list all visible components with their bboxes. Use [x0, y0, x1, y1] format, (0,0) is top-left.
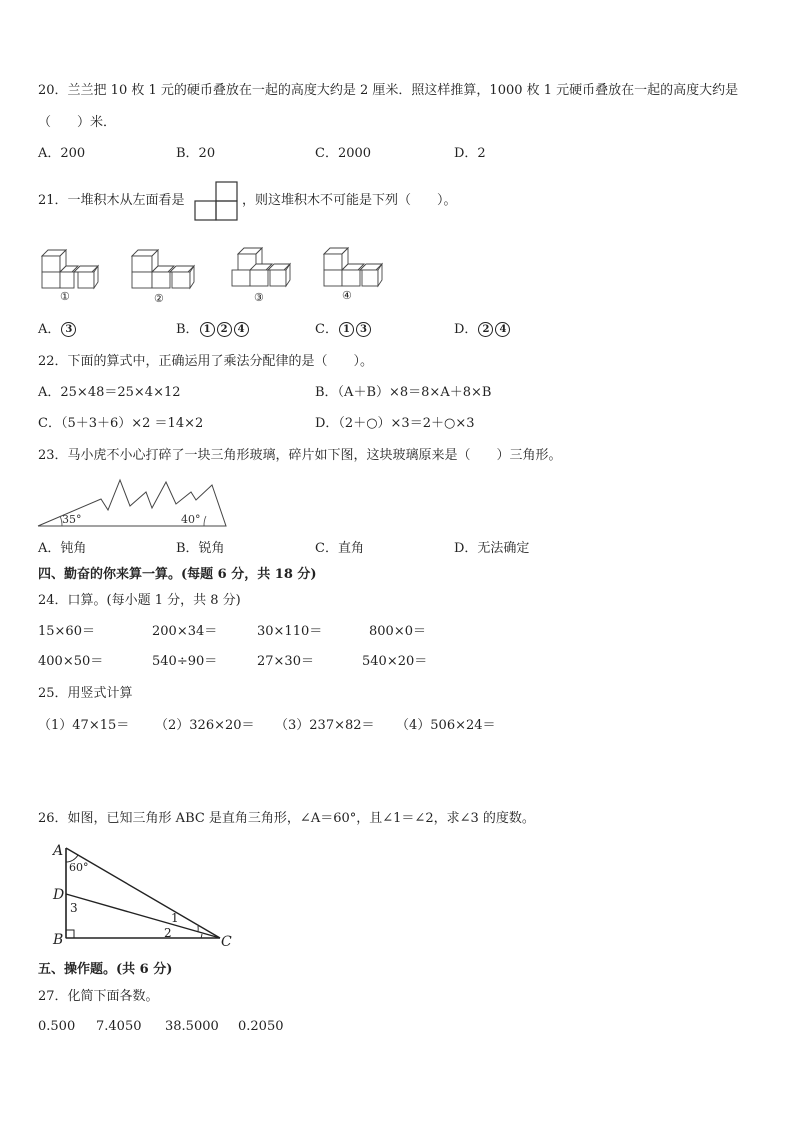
q23-option-b: B．锐角 — [176, 541, 225, 556]
q20-option-a: A．200 — [38, 146, 86, 161]
q22-option-c: C．（5＋3＋6）×2 ＝14×2 — [38, 416, 204, 431]
q21-option-c-letter: C． — [315, 322, 338, 337]
q23-angle-left-label: 35° — [62, 513, 82, 526]
q21-block-figure-3 — [230, 246, 292, 292]
circled-number-mark: 4 — [234, 322, 249, 337]
q20-option-b: B．20 — [176, 146, 216, 161]
q24-item: 800×0＝ — [369, 624, 426, 639]
q20-option-c: C．2000 — [315, 146, 372, 161]
q21-block-figure-2 — [130, 248, 196, 292]
q25-item: （1）47×15＝ — [38, 718, 130, 733]
circled-number-mark: 1 — [339, 322, 354, 337]
q27-stem: 27．化简下面各数。 — [38, 989, 159, 1004]
q21-figure-label-4: ④ — [342, 289, 352, 302]
circled-number-mark: 4 — [495, 322, 510, 337]
q21-stem-prefix: 21．一堆积木从左面看是 — [38, 193, 185, 208]
q23-angle-right-label: 40° — [181, 513, 201, 526]
q24-item: 30×110＝ — [257, 624, 323, 639]
q24-stem: 24．口算。(每小题 1 分，共 8 分) — [38, 593, 241, 608]
q21-figure-label-1: ① — [60, 290, 70, 303]
q27-number: 38.5000 — [165, 1019, 219, 1034]
q25-item: （2）326×20＝ — [155, 718, 255, 733]
q23-option-a: A．钝角 — [38, 541, 87, 556]
q24-item: 540÷90＝ — [152, 654, 218, 669]
angle-60-label: 60° — [69, 861, 89, 874]
angle-1-label: 1 — [171, 911, 179, 925]
q27-number: 7.4050 — [96, 1019, 142, 1034]
q20-stem-line2: （ ）米． — [38, 115, 117, 130]
q21-block-figure-1 — [40, 244, 100, 292]
section-5-heading: 五、操作题。(共 6 分) — [38, 962, 173, 977]
circled-number-mark: 2 — [217, 322, 232, 337]
q20-stem-line1: 20．兰兰把 10 枚 1 元的硬币叠放在一起的高度大约是 2 厘米．照这样推算，1000 枚 1 元硬币叠放在一起的高度大约是 — [38, 83, 739, 98]
q24-item: 400×50＝ — [38, 654, 104, 669]
q21-option-d — [454, 321, 511, 339]
circled-number-mark: 3 — [61, 322, 76, 337]
q21-figure-label-2: ② — [154, 292, 164, 305]
circled-number-mark: 2 — [478, 322, 493, 337]
q22-stem: 22．下面的算式中，正确运用了乘法分配律的是（ ）。 — [38, 354, 374, 369]
q21-option-d-letter: D． — [454, 322, 478, 337]
section-4-heading: 四、勤奋的你来算一算。(每题 6 分，共 18 分) — [38, 567, 317, 582]
q23-option-c: C．直角 — [315, 541, 364, 556]
q24-item: 15×60＝ — [38, 624, 95, 639]
vertex-label-a: A — [53, 843, 64, 859]
q24-item: 27×30＝ — [257, 654, 314, 669]
q21-option-c — [315, 321, 372, 339]
q21-option-a — [38, 321, 77, 339]
angle-2-label: 2 — [164, 926, 172, 940]
q21-block-figure-4 — [322, 246, 384, 292]
q25-item: （3）237×82＝ — [275, 718, 375, 733]
vertex-label-b: B — [53, 932, 64, 948]
q21-option-b-letter: B． — [176, 322, 199, 337]
q22-option-b: B．（A＋B）×8＝8×A＋8×B — [315, 385, 492, 400]
vertex-label-d: D — [53, 887, 65, 903]
q23-option-d: D．无法确定 — [454, 541, 530, 556]
q23-broken-triangle-figure — [36, 478, 228, 528]
q22-option-d: D．（2＋○）×3＝2＋○×3 — [315, 416, 475, 431]
q21-figure-label-3: ③ — [254, 291, 264, 304]
q21-left-view-figure — [194, 180, 240, 222]
q21-option-b — [176, 321, 250, 339]
q26-right-triangle-figure — [50, 840, 240, 952]
q21-option-a-letter: A． — [38, 322, 61, 337]
q27-number: 0.500 — [38, 1019, 76, 1034]
q27-number: 0.2050 — [238, 1019, 284, 1034]
q24-item: 200×34＝ — [152, 624, 218, 639]
q22-option-a: A．25×48＝25×4×12 — [38, 385, 181, 400]
q20-option-d: D．2 — [454, 146, 486, 161]
q23-stem: 23．马小虎不小心打碎了一块三角形玻璃，碎片如下图，这块玻璃原来是（ ）三角形。 — [38, 448, 562, 463]
q24-item: 540×20＝ — [362, 654, 428, 669]
q26-stem: 26．如图，已知三角形 ABC 是直角三角形，∠A＝60°，且∠1＝∠2，求∠3 的度数。 — [38, 811, 535, 826]
circled-number-mark: 3 — [356, 322, 371, 337]
q21-stem-suffix: ，则这堆积木不可能是下列（ ）。 — [242, 193, 457, 208]
q25-stem: 25．用竖式计算 — [38, 686, 133, 701]
q25-item: （4）506×24＝ — [396, 718, 496, 733]
angle-3-label: 3 — [70, 901, 78, 915]
circled-number-mark: 1 — [200, 322, 215, 337]
vertex-label-c: C — [221, 934, 232, 950]
